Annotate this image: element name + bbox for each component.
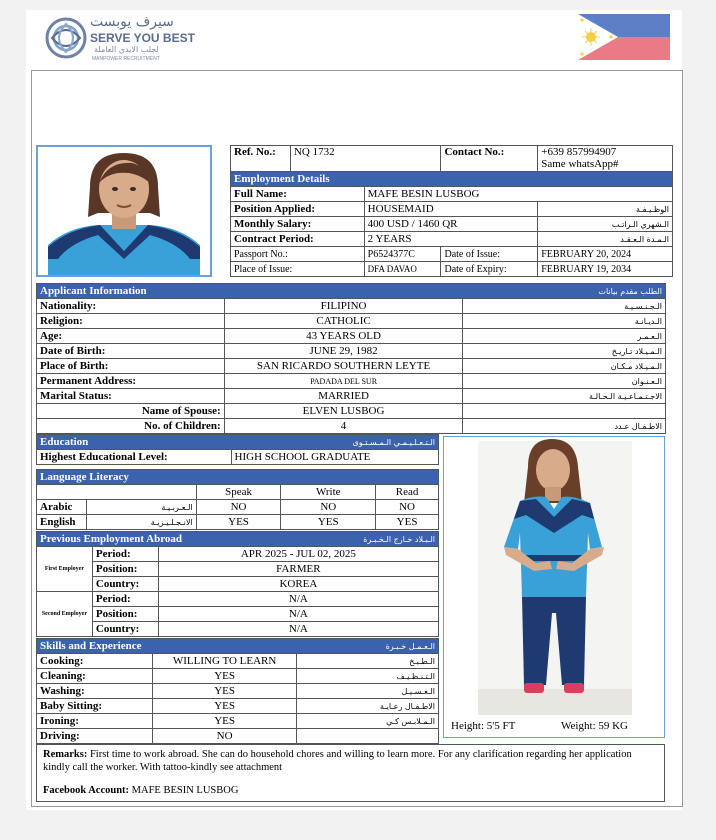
brand-tagline-arabic: لجلب الايدي العاملة [94, 45, 159, 54]
employment-section-title: Employment Details [231, 172, 673, 187]
education-title-text: Education [40, 435, 89, 448]
skill-value: YES [152, 684, 297, 699]
weight-stat [561, 720, 628, 732]
skill-row [37, 699, 439, 714]
language-col-write: Write [281, 485, 376, 500]
physical-stats [443, 716, 665, 738]
applicant-row-value: CATHOLIC [224, 314, 463, 329]
language-write: YES [281, 515, 376, 530]
logo-emblem-icon [44, 16, 88, 60]
applicant-title-text: Applicant Information [40, 284, 147, 297]
full-name-value: MAFE BESIN LUSBOG [364, 187, 672, 202]
skill-arabic [297, 729, 439, 744]
skill-arabic: الاطـفـال رعـايـة [297, 699, 439, 714]
skill-label: Cleaning: [37, 669, 153, 684]
applicant-row-value: 43 YEARS OLD [224, 329, 463, 344]
skill-label: Driving: [37, 729, 153, 744]
first-employer-label: First Employer [37, 547, 93, 592]
skill-row [37, 669, 439, 684]
header-row [231, 146, 673, 172]
passport-label: Passport No.: [231, 247, 365, 262]
language-corner [37, 485, 197, 500]
children-label: No. of Children: [37, 419, 225, 434]
ref-value: NQ 1732 [290, 146, 441, 172]
facebook-label: Facebook Account: [43, 785, 130, 796]
skill-arabic: الـتـنـظـيـف [297, 669, 439, 684]
applicant-row [37, 389, 666, 404]
philippine-flag-icon [578, 14, 670, 60]
spouse-label: Name of Spouse: [37, 404, 225, 419]
applicant-row [37, 329, 666, 344]
applicant-row-arabic: الـجـنـسـيـة [463, 299, 666, 314]
applicant-row [37, 359, 666, 374]
skill-value: YES [152, 699, 297, 714]
language-row [37, 500, 439, 515]
applicant-row-arabic: الـمـيـلاد مـكـان [463, 359, 666, 374]
skills-title-arabic: الـعـمـل خـبـرة [385, 641, 435, 651]
second-position-value: N/A [158, 607, 438, 622]
skill-label: Ironing: [37, 714, 153, 729]
skill-label: Cooking: [37, 654, 153, 669]
skills-section-title [37, 639, 439, 654]
remarks-text: First time to work abroad. She can do household chores and willing to learn more. For any clarification regarding her application kindly call the worker. With tattoo-kindly see attachment [43, 749, 632, 773]
height-label: Height: [451, 720, 484, 732]
applicant-row-label: Religion: [37, 314, 225, 329]
applicant-full-body-photo [443, 436, 665, 738]
language-section-title: Language Literacy [37, 470, 439, 485]
second-position-label: Position: [92, 607, 158, 622]
applicant-row [37, 374, 666, 389]
applicant-row [37, 344, 666, 359]
applicant-row-value: FILIPINO [224, 299, 463, 314]
language-col-read: Read [376, 485, 439, 500]
applicant-row-label: Nationality: [37, 299, 225, 314]
ref-label: Ref. No.: [231, 146, 291, 172]
remarks-box [36, 744, 665, 802]
language-name-arabic: الـعـربـيـة [86, 500, 196, 515]
full-name-label: Full Name: [231, 187, 365, 202]
facebook-value: MAFE BESIN LUSBOG [131, 785, 239, 796]
passport-value: P6524377C [364, 247, 441, 262]
language-name: Arabic [37, 500, 87, 515]
skill-row [37, 654, 439, 669]
contract-value: 2 YEARS [364, 232, 538, 247]
skill-value: YES [152, 669, 297, 684]
education-table [36, 434, 439, 465]
second-country-label: Country: [92, 622, 158, 637]
issue-date-label: Date of Issue: [441, 247, 538, 262]
previous-title-arabic: الـبـلاد خـارج الـخـبـرة [363, 534, 435, 544]
first-position-label: Position: [92, 562, 158, 577]
language-speak: YES [196, 515, 281, 530]
children-arabic: الاطـفـال عـدد [463, 419, 666, 434]
first-period-value: APR 2025 - JUL 02, 2025 [158, 547, 438, 562]
skill-value: YES [152, 714, 297, 729]
second-period-label: Period: [92, 592, 158, 607]
applicant-row-arabic: الـعـمـر [463, 329, 666, 344]
education-title-arabic: الـتـعـلـيـمـي الـمـسـتـوى [352, 437, 435, 447]
previous-title-text: Previous Employment Abroad [40, 532, 182, 545]
skill-value: NO [152, 729, 297, 744]
applicant-row-value: MARRIED [224, 389, 463, 404]
language-name: English [37, 515, 87, 530]
applicant-row-arabic: الـعـنـوان [463, 374, 666, 389]
position-value: HOUSEMAID [364, 202, 538, 217]
expiry-value: FEBRUARY 19, 2034 [538, 262, 673, 277]
language-read: NO [376, 500, 439, 515]
applicant-row-value: SAN RICARDO SOUTHERN LEYTE [224, 359, 463, 374]
height-stat [451, 720, 515, 732]
applicant-row-arabic: الاجـتـمـاعـيـة الـحـالـة [463, 389, 666, 404]
company-logo [44, 12, 204, 62]
salary-label: Monthly Salary: [231, 217, 365, 232]
height-value: 5'5 FT [486, 720, 516, 732]
first-country-value: KOREA [158, 577, 438, 592]
position-arabic: الوظـيـفـة [538, 202, 673, 217]
language-read: YES [376, 515, 439, 530]
children-value: 4 [224, 419, 463, 434]
skill-arabic: الـغـسـيـل [297, 684, 439, 699]
skills-table [36, 638, 439, 744]
place-issue-label: Place of Issue: [231, 262, 365, 277]
education-level-label: Highest Educational Level: [37, 450, 232, 465]
salary-arabic: الـشهري الـراتـب [538, 217, 673, 232]
applicant-section-title [37, 284, 666, 299]
applicant-row-value: JUNE 29, 1982 [224, 344, 463, 359]
contact-value [538, 146, 673, 172]
employment-details-table [230, 145, 673, 277]
brand-tagline: MANPOWER RECRUITMENT [92, 56, 160, 62]
first-period-label: Period: [92, 547, 158, 562]
language-table [36, 469, 439, 530]
applicant-row-value: PADADA DEL SUR [224, 374, 463, 389]
brand-name: SERVE YOU BEST [90, 31, 195, 45]
skills-title-text: Skills and Experience [40, 639, 142, 652]
expiry-label: Date of Expiry: [441, 262, 538, 277]
second-period-value: N/A [158, 592, 438, 607]
brand-name-arabic: سيرف يوبست [90, 14, 174, 30]
applicant-portrait-photo [36, 145, 212, 277]
position-label: Position Applied: [231, 202, 365, 217]
skill-row [37, 684, 439, 699]
place-issue-value: DFA DAVAO [364, 262, 441, 277]
previous-employment-table [36, 531, 439, 637]
applicant-row-label: Date of Birth: [37, 344, 225, 359]
language-name-arabic: الانـجـلـيـزيـة [86, 515, 196, 530]
second-employer-label: Second Employer [37, 592, 93, 637]
language-col-speak: Speak [196, 485, 281, 500]
applicant-row-label: Age: [37, 329, 225, 344]
contact-note: Same whatsApp# [541, 158, 619, 170]
applicant-row-arabic: الـمـيـلاد تـاريـخ [463, 344, 666, 359]
spouse-value: ELVEN LUSBOG [224, 404, 463, 419]
second-country-value: N/A [158, 622, 438, 637]
weight-label: Weight: [561, 720, 596, 732]
salary-value: 400 USD / 1460 QR [364, 217, 538, 232]
contract-label: Contract Period: [231, 232, 365, 247]
applicant-info-table [36, 283, 666, 434]
applicant-row-label: Marital Status: [37, 389, 225, 404]
skill-label: Baby Sitting: [37, 699, 153, 714]
applicant-row [37, 299, 666, 314]
language-row [37, 515, 439, 530]
applicant-title-arabic: الطلب مقدم بيانات [598, 286, 662, 296]
contact-label: Contact No.: [441, 146, 538, 172]
spouse-arabic [463, 404, 666, 419]
previous-section-title [37, 532, 439, 547]
applicant-row [37, 314, 666, 329]
language-write: NO [281, 500, 376, 515]
applicant-row-label: Permanent Address: [37, 374, 225, 389]
contact-number: +639 857994907 [541, 146, 617, 158]
language-speak: NO [196, 500, 281, 515]
first-country-label: Country: [92, 577, 158, 592]
issue-date-value: FEBRUARY 20, 2024 [538, 247, 673, 262]
applicant-row-label: Place of Birth: [37, 359, 225, 374]
education-level-value: HIGH SCHOOL GRADUATE [231, 450, 438, 465]
education-section-title [37, 435, 439, 450]
contract-arabic: الـمـدة الـعـقـد [538, 232, 673, 247]
skill-row [37, 714, 439, 729]
skill-label: Washing: [37, 684, 153, 699]
weight-value: 59 KG [598, 720, 628, 732]
applicant-row-arabic: الـديـانـة [463, 314, 666, 329]
skill-arabic: الـمـلابـس كـي [297, 714, 439, 729]
skill-value: WILLING TO LEARN [152, 654, 297, 669]
skill-arabic: الـطـبـخ [297, 654, 439, 669]
first-position-value: FARMER [158, 562, 438, 577]
skill-row [37, 729, 439, 744]
remarks-label: Remarks: [43, 749, 88, 760]
